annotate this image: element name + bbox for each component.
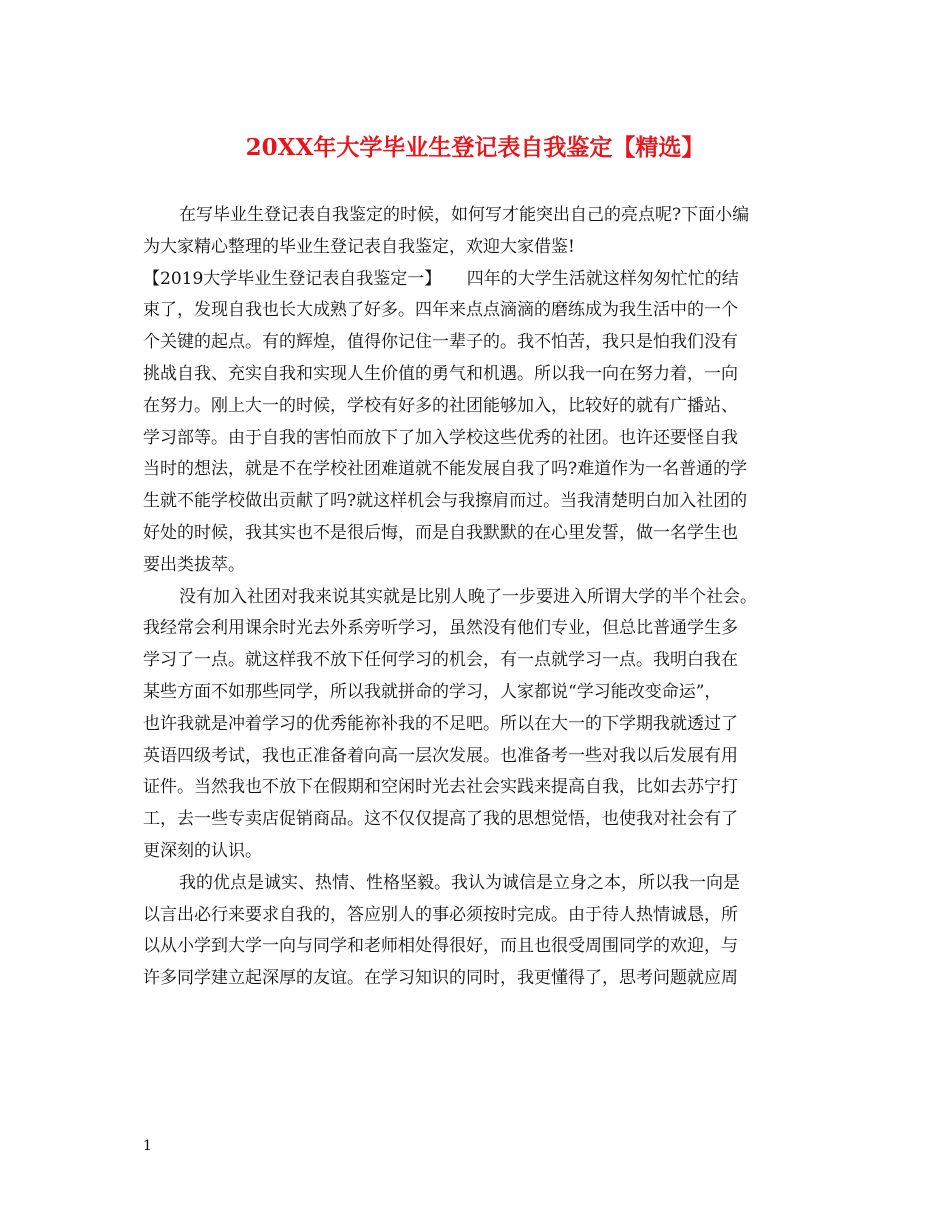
paragraph-line: 挑战自我、充实自我和实现人生价值的勇气和机遇。所以我一向在努力着，一向 bbox=[143, 363, 738, 384]
paragraph-line: 我的优点是诚实、热情、性格坚毅。我认为诚信是立身之本，所以我一向是 bbox=[179, 872, 740, 893]
paragraph-line: 在努力。刚上大一的时候，学校有好多的社团能够加入，比较好的就有广播站、 bbox=[143, 395, 738, 416]
paragraph-line: 学习了一点。就这样我不放下任何学习的机会，有一点就学习一点。我明白我在 bbox=[143, 650, 738, 671]
paragraph-line: 个关键的起点。有的辉煌，值得你记住一辈子的。我不怕苦，我只是怕我们没有 bbox=[143, 332, 738, 353]
paragraph-line: 证件。当然我也不放下在假期和空闲时光去社会实践来提高自我，比如去苏宁打 bbox=[143, 777, 738, 798]
paragraph-line: 英语四级考试，我也正准备着向高一层次发展。也准备考一些对我以后发展有用 bbox=[143, 745, 738, 766]
paragraph-line: 生就不能学校做出贡献了吗?就这样机会与我擦肩而过。当我清楚明白加入社团的 bbox=[143, 491, 748, 512]
paragraph-line: 当时的想法，就是不在学校社团难道就不能发展自我了吗?难道作为一名普通的学 bbox=[143, 459, 748, 480]
paragraph-line: 工，去一些专卖店促销商品。这不仅仅提高了我的思想觉悟，也使我对社会有了 bbox=[143, 809, 738, 830]
paragraph-line: 我经常会利用课余时光去外系旁听学习，虽然没有他们专业，但总比普通学生多 bbox=[143, 618, 738, 639]
paragraph-line: 在写毕业生登记表自我鉴定的时候，如何写才能突出自己的亮点呢?下面小编 bbox=[179, 205, 750, 225]
paragraph-line: 更深刻的认识。 bbox=[143, 840, 262, 861]
paragraph-line: 许多同学建立起深厚的友谊。在学习知识的同时，我更懂得了，思考问题就应周 bbox=[143, 968, 738, 989]
paragraph-line: 以从小学到大学一向与同学和老师相处得很好，而且也很受周围同学的欢迎，与 bbox=[143, 936, 738, 957]
paragraph-line: 没有加入社团对我来说其实就是比别人晚了一步要进入所谓大学的半个社会。 bbox=[179, 586, 757, 607]
paragraph-line: 学习部等。由于自我的害怕而放下了加入学校这些优秀的社团。也许还要怪自我 bbox=[143, 427, 738, 448]
paragraph-line: 为大家精心整理的毕业生登记表自我鉴定，欢迎大家借鉴! bbox=[143, 236, 575, 257]
document-body bbox=[143, 200, 823, 995]
paragraph-line: 要出类拔萃。 bbox=[143, 554, 245, 575]
page-number: 1 bbox=[143, 1138, 152, 1154]
document-title: 20XX年大学毕业生登记表自我鉴定【精选】 bbox=[245, 134, 705, 161]
paragraph-line: 好处的时候，我其实也不是很后悔，而是自我默默的在心里发誓，做一名学生也 bbox=[143, 522, 738, 543]
paragraph-line: 束了，发现自我也长大成熟了好多。四年来点点滴滴的磨练成为我生活中的一个 bbox=[143, 300, 738, 321]
paragraph-line: 也许我就是冲着学习的优秀能祢补我的不足吧。所以在大一的下学期我就透过了 bbox=[143, 713, 738, 734]
paragraph-line: 【2019大学毕业生登记表自我鉴定一】 四年的大学生活就这样匆匆忙忙的结 bbox=[143, 268, 739, 289]
paragraph-line: 以言出必行来要求自我的，答应别人的事必须按时完成。由于待人热情诚恳，所 bbox=[143, 904, 738, 925]
paragraph-line: 某些方面不如那些同学，所以我就拼命的学习，人家都说“学习能改变命运”， bbox=[143, 681, 722, 702]
